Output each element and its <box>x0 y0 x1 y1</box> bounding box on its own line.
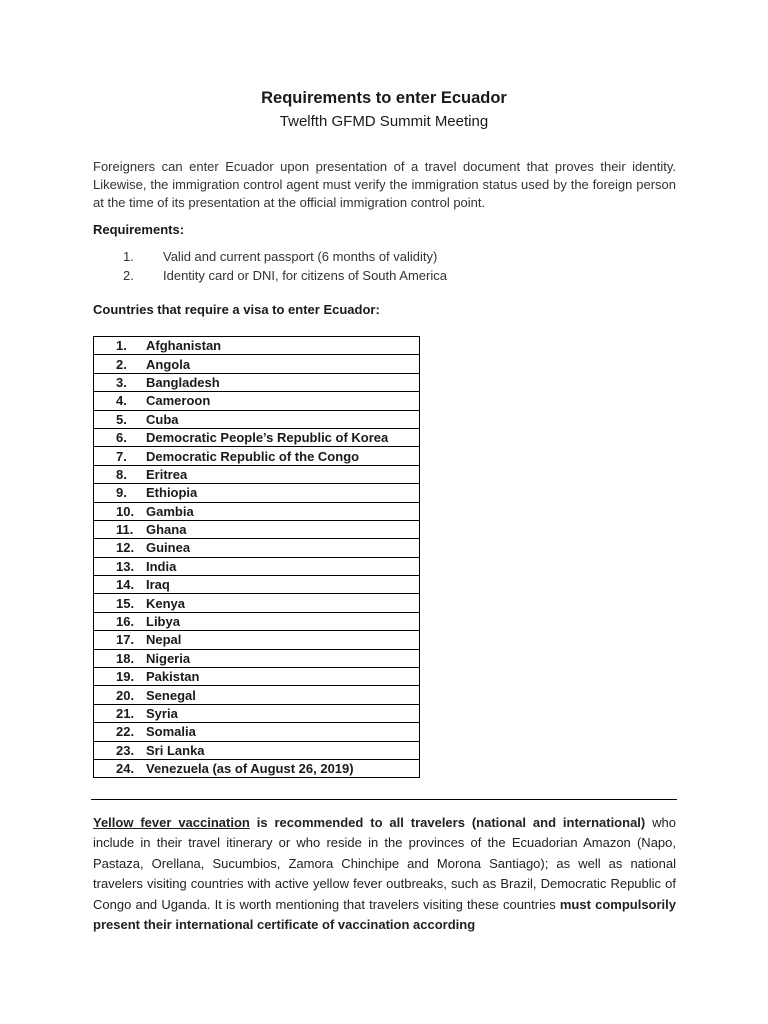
country-name: Nepal <box>146 632 182 648</box>
table-row <box>94 649 420 667</box>
country-cell <box>94 539 420 557</box>
visa-countries-heading: Countries that require a visa to enter Ecuador: <box>93 302 380 317</box>
intro-paragraph: Foreigners can enter Ecuador upon presentation of a travel document that proves their identity. Likewise, the immigration control agent must verify the immigration status used by the foreign person at the time of its presentation at the official immigration control point. <box>93 159 676 210</box>
requirement-text: Valid and current passport (6 months of validity) <box>163 249 438 264</box>
requirement-item <box>123 266 447 285</box>
country-number: 13. <box>116 558 135 574</box>
country-name: Iraq <box>146 577 170 593</box>
country-number: 12. <box>116 540 135 556</box>
country-cell <box>94 373 420 391</box>
country-number: 23. <box>116 742 135 758</box>
requirements-heading: Requirements: <box>93 222 185 237</box>
country-cell <box>94 428 420 446</box>
country-cell <box>94 484 420 502</box>
page-subtitle: Twelfth GFMD Summit Meeting <box>279 113 489 130</box>
table-row <box>94 704 420 722</box>
table-row <box>94 337 420 355</box>
country-name: Bangladesh <box>146 374 220 390</box>
yellow-fever-bold-2: must compulsorily present their international certificate of vaccination according <box>93 896 676 933</box>
country-number: 14. <box>116 577 135 593</box>
country-name: Libya <box>146 614 180 630</box>
country-cell <box>94 704 420 722</box>
table-row <box>94 576 420 594</box>
country-number: 11. <box>116 522 134 538</box>
country-cell <box>94 723 420 741</box>
yellow-fever-bold-1: is recommended to all travelers (national and international) <box>249 815 646 830</box>
table-row <box>94 428 420 446</box>
table-row <box>94 355 420 373</box>
table-row <box>94 759 420 777</box>
country-cell <box>94 557 420 575</box>
country-name: Angola <box>146 356 191 372</box>
table-row <box>94 539 420 557</box>
country-number: 18. <box>116 650 135 666</box>
country-name: Sri Lanka <box>146 742 205 758</box>
requirement-number: 1. <box>123 249 134 264</box>
country-number: 24. <box>116 761 135 777</box>
country-number: 22. <box>116 724 135 740</box>
table-row <box>94 631 420 649</box>
country-name: Cameroon <box>146 393 211 409</box>
table-row <box>94 612 420 630</box>
country-name: Ghana <box>146 522 187 538</box>
table-row <box>94 594 420 612</box>
country-name: Afghanistan <box>146 338 222 354</box>
country-cell <box>94 759 420 777</box>
country-cell <box>94 465 420 483</box>
country-name: Kenya <box>146 595 186 611</box>
country-number: 6. <box>116 430 127 446</box>
country-number: 5. <box>116 411 127 427</box>
country-number: 7. <box>116 448 127 464</box>
table-row <box>94 741 420 759</box>
country-number: 16. <box>116 614 135 630</box>
country-name: Senegal <box>146 687 196 703</box>
country-number: 19. <box>116 669 135 685</box>
table-row <box>94 557 420 575</box>
table-row <box>94 392 420 410</box>
country-number: 17. <box>116 632 135 648</box>
country-name: Democratic Republic of the Congo <box>146 448 360 464</box>
requirements-list <box>123 247 447 285</box>
country-cell <box>94 520 420 538</box>
country-cell <box>94 594 420 612</box>
country-cell <box>94 649 420 667</box>
country-name: Pakistan <box>146 669 200 685</box>
country-number: 2. <box>116 356 127 372</box>
page-title: Requirements to enter Ecuador <box>261 89 507 107</box>
country-cell <box>94 447 420 465</box>
section-divider <box>91 799 677 800</box>
yellow-fever-paragraph <box>93 813 676 935</box>
country-number: 10. <box>116 503 135 519</box>
country-number: 3. <box>116 374 127 390</box>
country-name: Eritrea <box>146 466 188 482</box>
country-cell <box>94 502 420 520</box>
country-cell <box>94 355 420 373</box>
country-number: 1. <box>116 338 127 354</box>
country-name: Somalia <box>146 724 196 740</box>
table-row <box>94 520 420 538</box>
country-cell <box>94 392 420 410</box>
country-name: India <box>146 558 177 574</box>
table-row <box>94 373 420 391</box>
country-cell <box>94 686 420 704</box>
country-cell <box>94 668 420 686</box>
table-row <box>94 723 420 741</box>
country-number: 8. <box>116 466 127 482</box>
country-name: Syria <box>146 706 178 721</box>
country-name: Nigeria <box>146 650 191 666</box>
table-row <box>94 484 420 502</box>
country-cell <box>94 337 420 355</box>
country-number: 9. <box>116 485 127 501</box>
country-cell <box>94 410 420 428</box>
country-cell <box>94 631 420 649</box>
country-name: Ethiopia <box>146 485 198 501</box>
requirement-item <box>123 247 447 266</box>
country-number: 4. <box>116 393 127 409</box>
visa-countries-table <box>93 336 420 778</box>
country-number: 20. <box>116 687 135 703</box>
country-name: Gambia <box>146 503 194 519</box>
table-row <box>94 447 420 465</box>
table-row <box>94 410 420 428</box>
country-name: Cuba <box>146 411 179 427</box>
yellow-fever-link-text: Yellow fever vaccination <box>93 815 250 830</box>
table-row <box>94 686 420 704</box>
country-number: 15. <box>116 595 135 611</box>
country-cell <box>94 741 420 759</box>
table-row <box>94 502 420 520</box>
country-name: Democratic People’s Republic of Korea <box>146 430 389 446</box>
table-row <box>94 465 420 483</box>
table-row <box>94 668 420 686</box>
country-number: 21. <box>116 706 135 721</box>
country-cell <box>94 576 420 594</box>
country-name: Venezuela (as of August 26, 2019) <box>146 761 354 777</box>
requirement-text: Identity card or DNI, for citizens of South America <box>163 268 447 283</box>
requirement-number: 2. <box>123 268 134 283</box>
country-name: Guinea <box>146 540 191 556</box>
country-cell <box>94 612 420 630</box>
yellow-fever-text: who include in their travel itinerary or who reside in the provinces of the Ecuadorian Amazon (Napo, Pastaza, Orellana, Sucumbios, Zamora Chinchipe and Morona Santiago); as well as national travelers visiting countries with active yellow fever outbreaks, such as Brazil, Democratic Republic of Congo and Uganda. It is worth mentioning that travelers visiting these countries <box>93 815 676 912</box>
